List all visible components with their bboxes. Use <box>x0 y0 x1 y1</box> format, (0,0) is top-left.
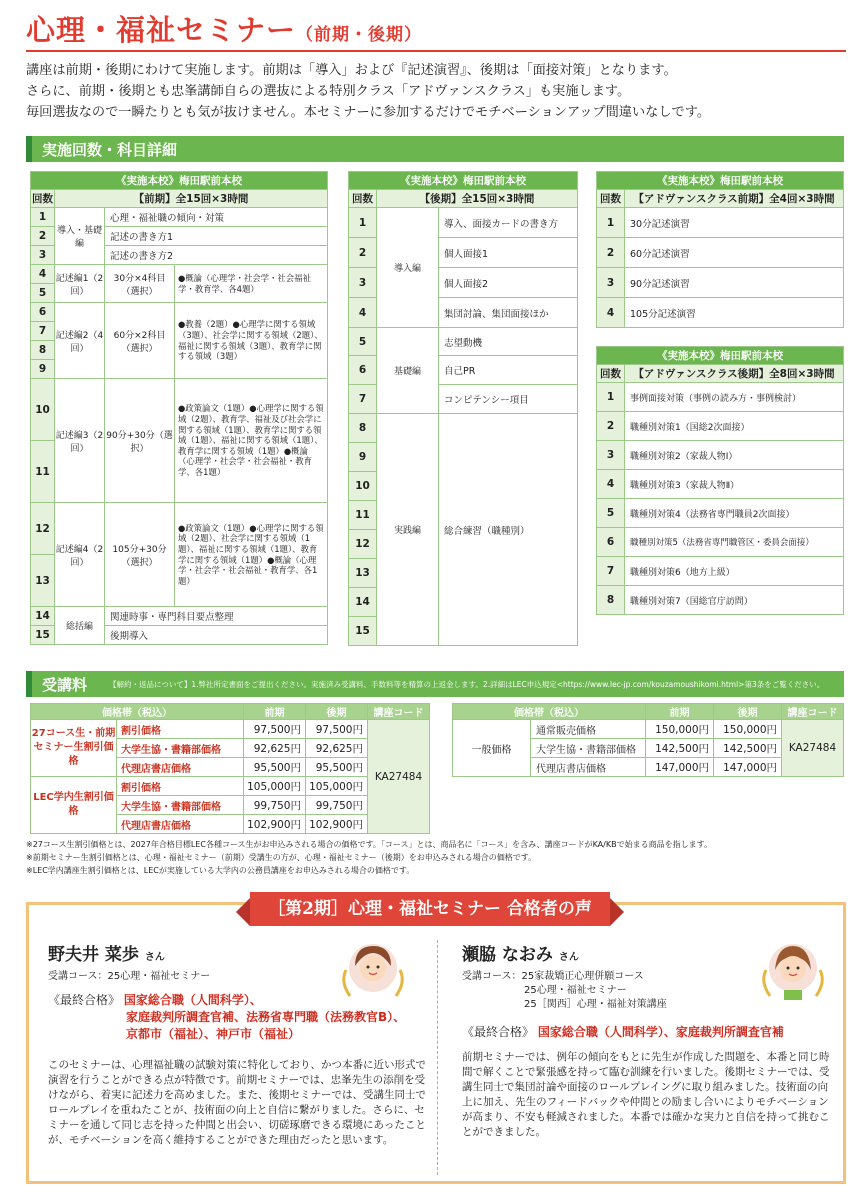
row-number: 1 <box>597 208 625 238</box>
column-header: 価格帯（税込） <box>453 704 646 720</box>
price-label: 割引価格 <box>117 720 244 739</box>
row-number: 3 <box>597 268 625 298</box>
detail-cell: ●政策論文（1題）●心理学に関する領域（2題）、教育学、福祉及び社会学に関する領域（1題）、教育学に関する領域（1題）、福祉に関する領域（1題）、教育学に関する領域（1題）●概論（心理学・社会学・社会福祉・教育学、各1題） <box>175 379 328 503</box>
group-label: 総括編 <box>55 607 105 645</box>
subject-cell: 個人面接1 <box>439 238 578 268</box>
price-table-left <box>30 703 430 834</box>
time-cell: 105分+30分（選択） <box>105 503 175 607</box>
avatar-right-icon <box>758 940 828 1002</box>
subject-cell: 30分記述演習 <box>625 208 844 238</box>
row-number: 1 <box>31 208 55 227</box>
row-number: 8 <box>349 414 377 443</box>
price-value: 147,000円 <box>646 758 714 777</box>
group-label: 実践編 <box>377 414 439 646</box>
column-header: 前期 <box>646 704 714 720</box>
course-code: KA27484 <box>782 720 844 777</box>
page-title: 心理・福祉セミナー（前期・後期） <box>26 13 423 47</box>
subject-cell: コンピテンシー項目 <box>439 385 578 414</box>
row-number: 7 <box>597 557 625 586</box>
section-header-fee: 受講料 【解約・返品について】1.弊社所定書面をご提出ください。実施済み受講料、手数料等を精算の上返金します。2.詳細はLEC申込規定<https://www.lec-jp.com/kouzamoushikomi.html>第3条をご覧ください。 <box>26 671 844 697</box>
row-number: 2 <box>597 238 625 268</box>
row-number: 14 <box>349 588 377 617</box>
row-number: 8 <box>31 341 55 360</box>
row-number: 6 <box>597 528 625 557</box>
advance-zenki-table <box>596 171 844 328</box>
price-value: 97,500円 <box>306 720 368 739</box>
intro-line: 講座は前期・後期にわけて実施します。前期は「導入」および『記述演習』、後期は「面接対策」となります。 <box>26 63 677 78</box>
price-value: 105,000円 <box>244 777 306 796</box>
group-label: 記述編3（2回） <box>55 379 105 503</box>
time-cell: 60分×2科目（選択） <box>105 303 175 379</box>
row-number: 8 <box>597 586 625 615</box>
detail-cell: ●政策論文（1題）●心理学に関する領域（2題）、社会学に関する領域（1題）、福祉に関する領域（1題）、教育学に関する領域（1題）●概論（心理学・社会学・社会福祉・教育学、各1題） <box>175 503 328 607</box>
price-value: 150,000円 <box>714 720 782 739</box>
price-value: 142,500円 <box>646 739 714 758</box>
subject-cell: 職種別対策2（家裁人物Ⅰ） <box>625 441 844 470</box>
row-number: 4 <box>597 470 625 499</box>
price-group-label: LEC学内生割引価格 <box>31 777 117 834</box>
subject-cell: 職種別対策5（法務省専門職管区・委員会面接） <box>625 528 844 557</box>
group-label: 記述編2（4回） <box>55 303 105 379</box>
row-number: 9 <box>31 360 55 379</box>
price-label: 大学生協・書籍部価格 <box>531 739 646 758</box>
group-label: 基礎編 <box>377 328 439 414</box>
row-number: 11 <box>349 501 377 530</box>
section-header-schedule: 実施回数・科目詳細 <box>26 136 844 162</box>
row-number: 3 <box>31 246 55 265</box>
column-header: 回数 <box>31 190 55 208</box>
table-caption: 《実施本校》梅田駅前本校 <box>349 172 578 190</box>
voice-right-name: 瀬脇 なおみ さん <box>462 945 579 965</box>
column-header: 後期 <box>714 704 782 720</box>
row-number: 5 <box>31 284 55 303</box>
kouki-table <box>348 171 578 646</box>
subject-cell: 後期導入 <box>105 626 328 645</box>
price-value: 95,500円 <box>306 758 368 777</box>
column-header: 価格帯（税込） <box>31 704 244 720</box>
row-number: 3 <box>597 441 625 470</box>
voice-left-body: このセミナーは、心理福祉職の試験対策に特化しており、かつ本番に近い形式で演習を行うことができる点が特徴です。前期セミナーでは、忠峯先生の添削を受けながら、着実に記述力を高めました。また、後期セミナーでは、受講生同士でロールプレイを重ねたことが、技術面の向上と自信に繋がりました。さらに、セミナーを通して同じ志を持った仲間と出会い、切磋琢磨できる環境にあったことが、モチベーションを高く維持することができた理由だったと思います。 <box>48 1059 426 1146</box>
detail-cell: ●教養（2題）●心理学に関する領域（3題）、社会学に関する領域（2題）、福祉に関する領域（3題）、教育学に関する領域（3題） <box>175 303 328 379</box>
time-cell: 30分×4科目（選択） <box>105 265 175 303</box>
column-header: 【アドヴァンスクラス後期】全8回×3時間 <box>625 365 844 383</box>
subject-cell: 職種別対策7（国総官庁訪問） <box>625 586 844 615</box>
subject-cell: 導入、面接カードの書き方 <box>439 208 578 238</box>
price-value: 92,625円 <box>244 739 306 758</box>
price-value: 92,625円 <box>306 739 368 758</box>
row-number: 3 <box>349 268 377 298</box>
price-value: 102,900円 <box>306 815 368 834</box>
subject-cell: 個人面接2 <box>439 268 578 298</box>
column-header: 講座コード <box>368 704 430 720</box>
price-label: 通常販売価格 <box>531 720 646 739</box>
row-number: 4 <box>597 298 625 328</box>
row-number: 15 <box>349 617 377 646</box>
row-number: 12 <box>349 530 377 559</box>
subject-cell: 職種別対策1（国総2次面接） <box>625 412 844 441</box>
avatar-left-icon <box>338 940 408 1002</box>
voice-left-result: 《最終合格》 国家総合職（人間科学）、 家庭裁判所調査官補、法務省専門職（法務教官B）、 京都市（福祉）、神戸市（福祉） <box>48 993 406 1041</box>
table-caption: 《実施本校》梅田駅前本校 <box>31 172 328 190</box>
column-header: 後期 <box>306 704 368 720</box>
price-value: 97,500円 <box>244 720 306 739</box>
price-value: 105,000円 <box>306 777 368 796</box>
group-label: 導入・基礎編 <box>55 208 105 265</box>
row-number: 9 <box>349 443 377 472</box>
price-label: 代理店書店価格 <box>117 758 244 777</box>
column-header: 【後期】全15回×3時間 <box>377 190 578 208</box>
group-label: 導入編 <box>377 208 439 328</box>
price-table-right <box>452 703 844 777</box>
price-label: 大学生協・書籍部価格 <box>117 796 244 815</box>
row-number: 5 <box>597 499 625 528</box>
group-label: 記述編4（2回） <box>55 503 105 607</box>
price-label: 大学生協・書籍部価格 <box>117 739 244 758</box>
price-group-label: 一般価格 <box>453 720 531 777</box>
row-number: 7 <box>349 385 377 414</box>
voice-right-body: 前期セミナーでは、例年の傾向をもとに先生が作成した問題を、本番と同じ時間で解くことで緊張感を持って臨む訓練を行いました。後期セミナーでは、受講生同士で集団討論や面接のロールプレイングに取り組みました。技術面の向上に加え、先生のフィードバックや仲間との励まし合いによりモチベーションが高まり、不安も軽減されました。本番では確かな実力と自信を持って挑むことができました。 <box>462 1051 830 1138</box>
intro-line: 毎回選抜なので一瞬たりとも気が抜けません。本セミナーに参加するだけでモチベーションアップ間違いなしです。 <box>26 105 711 120</box>
row-number: 5 <box>349 328 377 356</box>
subject-cell: 90分記述演習 <box>625 268 844 298</box>
subject-cell: 総合練習（職種別） <box>439 414 578 646</box>
footnote: ※27コース生割引価格とは、2027年合格目標LEC各種コース生がお申込みされる場合の価格です。「コース」とは、商品名に「コース」を含み、講座コードがKA/KBで始まる商品を指します。 <box>26 840 712 849</box>
row-number: 4 <box>31 265 55 284</box>
subject-cell: 志望動機 <box>439 328 578 356</box>
subject-cell: 職種別対策4（法務省専門職員2次面接） <box>625 499 844 528</box>
row-number: 10 <box>31 379 55 441</box>
column-header: 【アドヴァンスクラス前期】全4回×3時間 <box>625 190 844 208</box>
row-number: 11 <box>31 441 55 503</box>
course-code: KA27484 <box>368 720 430 834</box>
price-label: 割引価格 <box>117 777 244 796</box>
row-number: 13 <box>349 559 377 588</box>
group-label: 記述編1（2回） <box>55 265 105 303</box>
column-header: 回数 <box>597 190 625 208</box>
page-subtitle: （前期・後期） <box>296 25 423 45</box>
row-number: 1 <box>349 208 377 238</box>
price-value: 95,500円 <box>244 758 306 777</box>
voice-right-result: 《最終合格》 国家総合職（人間科学）、家庭裁判所調査官補 <box>462 1025 784 1039</box>
intro-text <box>26 60 846 123</box>
column-header: 回数 <box>349 190 377 208</box>
price-value: 99,750円 <box>244 796 306 815</box>
row-number: 12 <box>31 503 55 555</box>
subject-cell: 記述の書き方2 <box>105 246 328 265</box>
price-value: 150,000円 <box>646 720 714 739</box>
subject-cell: 職種別対策3（家裁人物Ⅱ） <box>625 470 844 499</box>
row-number: 4 <box>349 298 377 328</box>
subject-cell: 60分記述演習 <box>625 238 844 268</box>
column-header: 前期 <box>244 704 306 720</box>
subject-cell: 自己PR <box>439 356 578 385</box>
price-value: 99,750円 <box>306 796 368 815</box>
row-number: 7 <box>31 322 55 341</box>
voices-banner: ［第2期］心理・福祉セミナー 合格者の声 <box>250 892 610 926</box>
price-value: 142,500円 <box>714 739 782 758</box>
row-number: 10 <box>349 472 377 501</box>
footnotes <box>26 838 712 877</box>
footnote: ※LEC学内講座生割引価格とは、LECが実施している大学内の公務員講座をお申込みされる場合の価格です。 <box>26 866 415 875</box>
row-number: 14 <box>31 607 55 626</box>
voice-right-course: 受講コース：25家裁矯正心理併願コース 25心理・福祉セミナー 25［関西］心理・福祉対策講座 <box>462 971 667 1010</box>
column-header: 講座コード <box>782 704 844 720</box>
subject-cell: 記述の書き方1 <box>105 227 328 246</box>
subject-cell: 105分記述演習 <box>625 298 844 328</box>
intro-line: さらに、前期・後期とも忠峯講師自らの選抜による特別クラス「アドヴァンスクラス」も実施します。 <box>26 84 631 99</box>
advance-kouki-table <box>596 346 844 615</box>
voice-left-name: 野夫井 菜歩 さん <box>48 945 165 965</box>
time-cell: 90分+30分（選択） <box>105 379 175 503</box>
detail-cell: ●概論（心理学・社会学・社会福祉学・教育学、各4題） <box>175 265 328 303</box>
footnote: ※前期セミナー生割引価格とは、心理・福祉セミナー（前期）受講生の方が、心理・福祉セミナー（後期）をお申込みされる場合の価格です。 <box>26 853 537 862</box>
price-value: 147,000円 <box>714 758 782 777</box>
row-number: 6 <box>349 356 377 385</box>
row-number: 2 <box>597 412 625 441</box>
subject-cell: 集団討論、集団面接ほか <box>439 298 578 328</box>
price-label: 代理店書店価格 <box>117 815 244 834</box>
cancel-note: 【解約・返品について】1.弊社所定書面をご提出ください。実施済み受講料、手数料等を精算の上返金します。2.詳細はLEC申込規定<https://www.lec-jp.com/kouzamoushikomi.html>第3条をご覧ください。 <box>109 679 825 689</box>
subject-cell: 事例面接対策（事例の読み方・事例検討） <box>625 383 844 412</box>
price-group-label: 27コース生・前期セミナー生割引価格 <box>31 720 117 777</box>
zenki-table <box>30 171 328 645</box>
voices-divider <box>437 940 438 1175</box>
price-label: 代理店書店価格 <box>531 758 646 777</box>
row-number: 13 <box>31 555 55 607</box>
price-value: 102,900円 <box>244 815 306 834</box>
voice-left-course: 受講コース：25心理・福祉セミナー <box>48 971 211 982</box>
subject-cell: 関連時事・専門科目要点整理 <box>105 607 328 626</box>
subject-cell: 心理・福祉職の傾向・対策 <box>105 208 328 227</box>
column-header: 【前期】全15回×3時間 <box>55 190 328 208</box>
row-number: 2 <box>349 238 377 268</box>
row-number: 6 <box>31 303 55 322</box>
page-header <box>26 8 846 52</box>
column-header: 回数 <box>597 365 625 383</box>
row-number: 15 <box>31 626 55 645</box>
table-caption: 《実施本校》梅田駅前本校 <box>597 347 844 365</box>
subject-cell: 職種別対策6（地方上級） <box>625 557 844 586</box>
table-caption: 《実施本校》梅田駅前本校 <box>597 172 844 190</box>
row-number: 2 <box>31 227 55 246</box>
row-number: 1 <box>597 383 625 412</box>
